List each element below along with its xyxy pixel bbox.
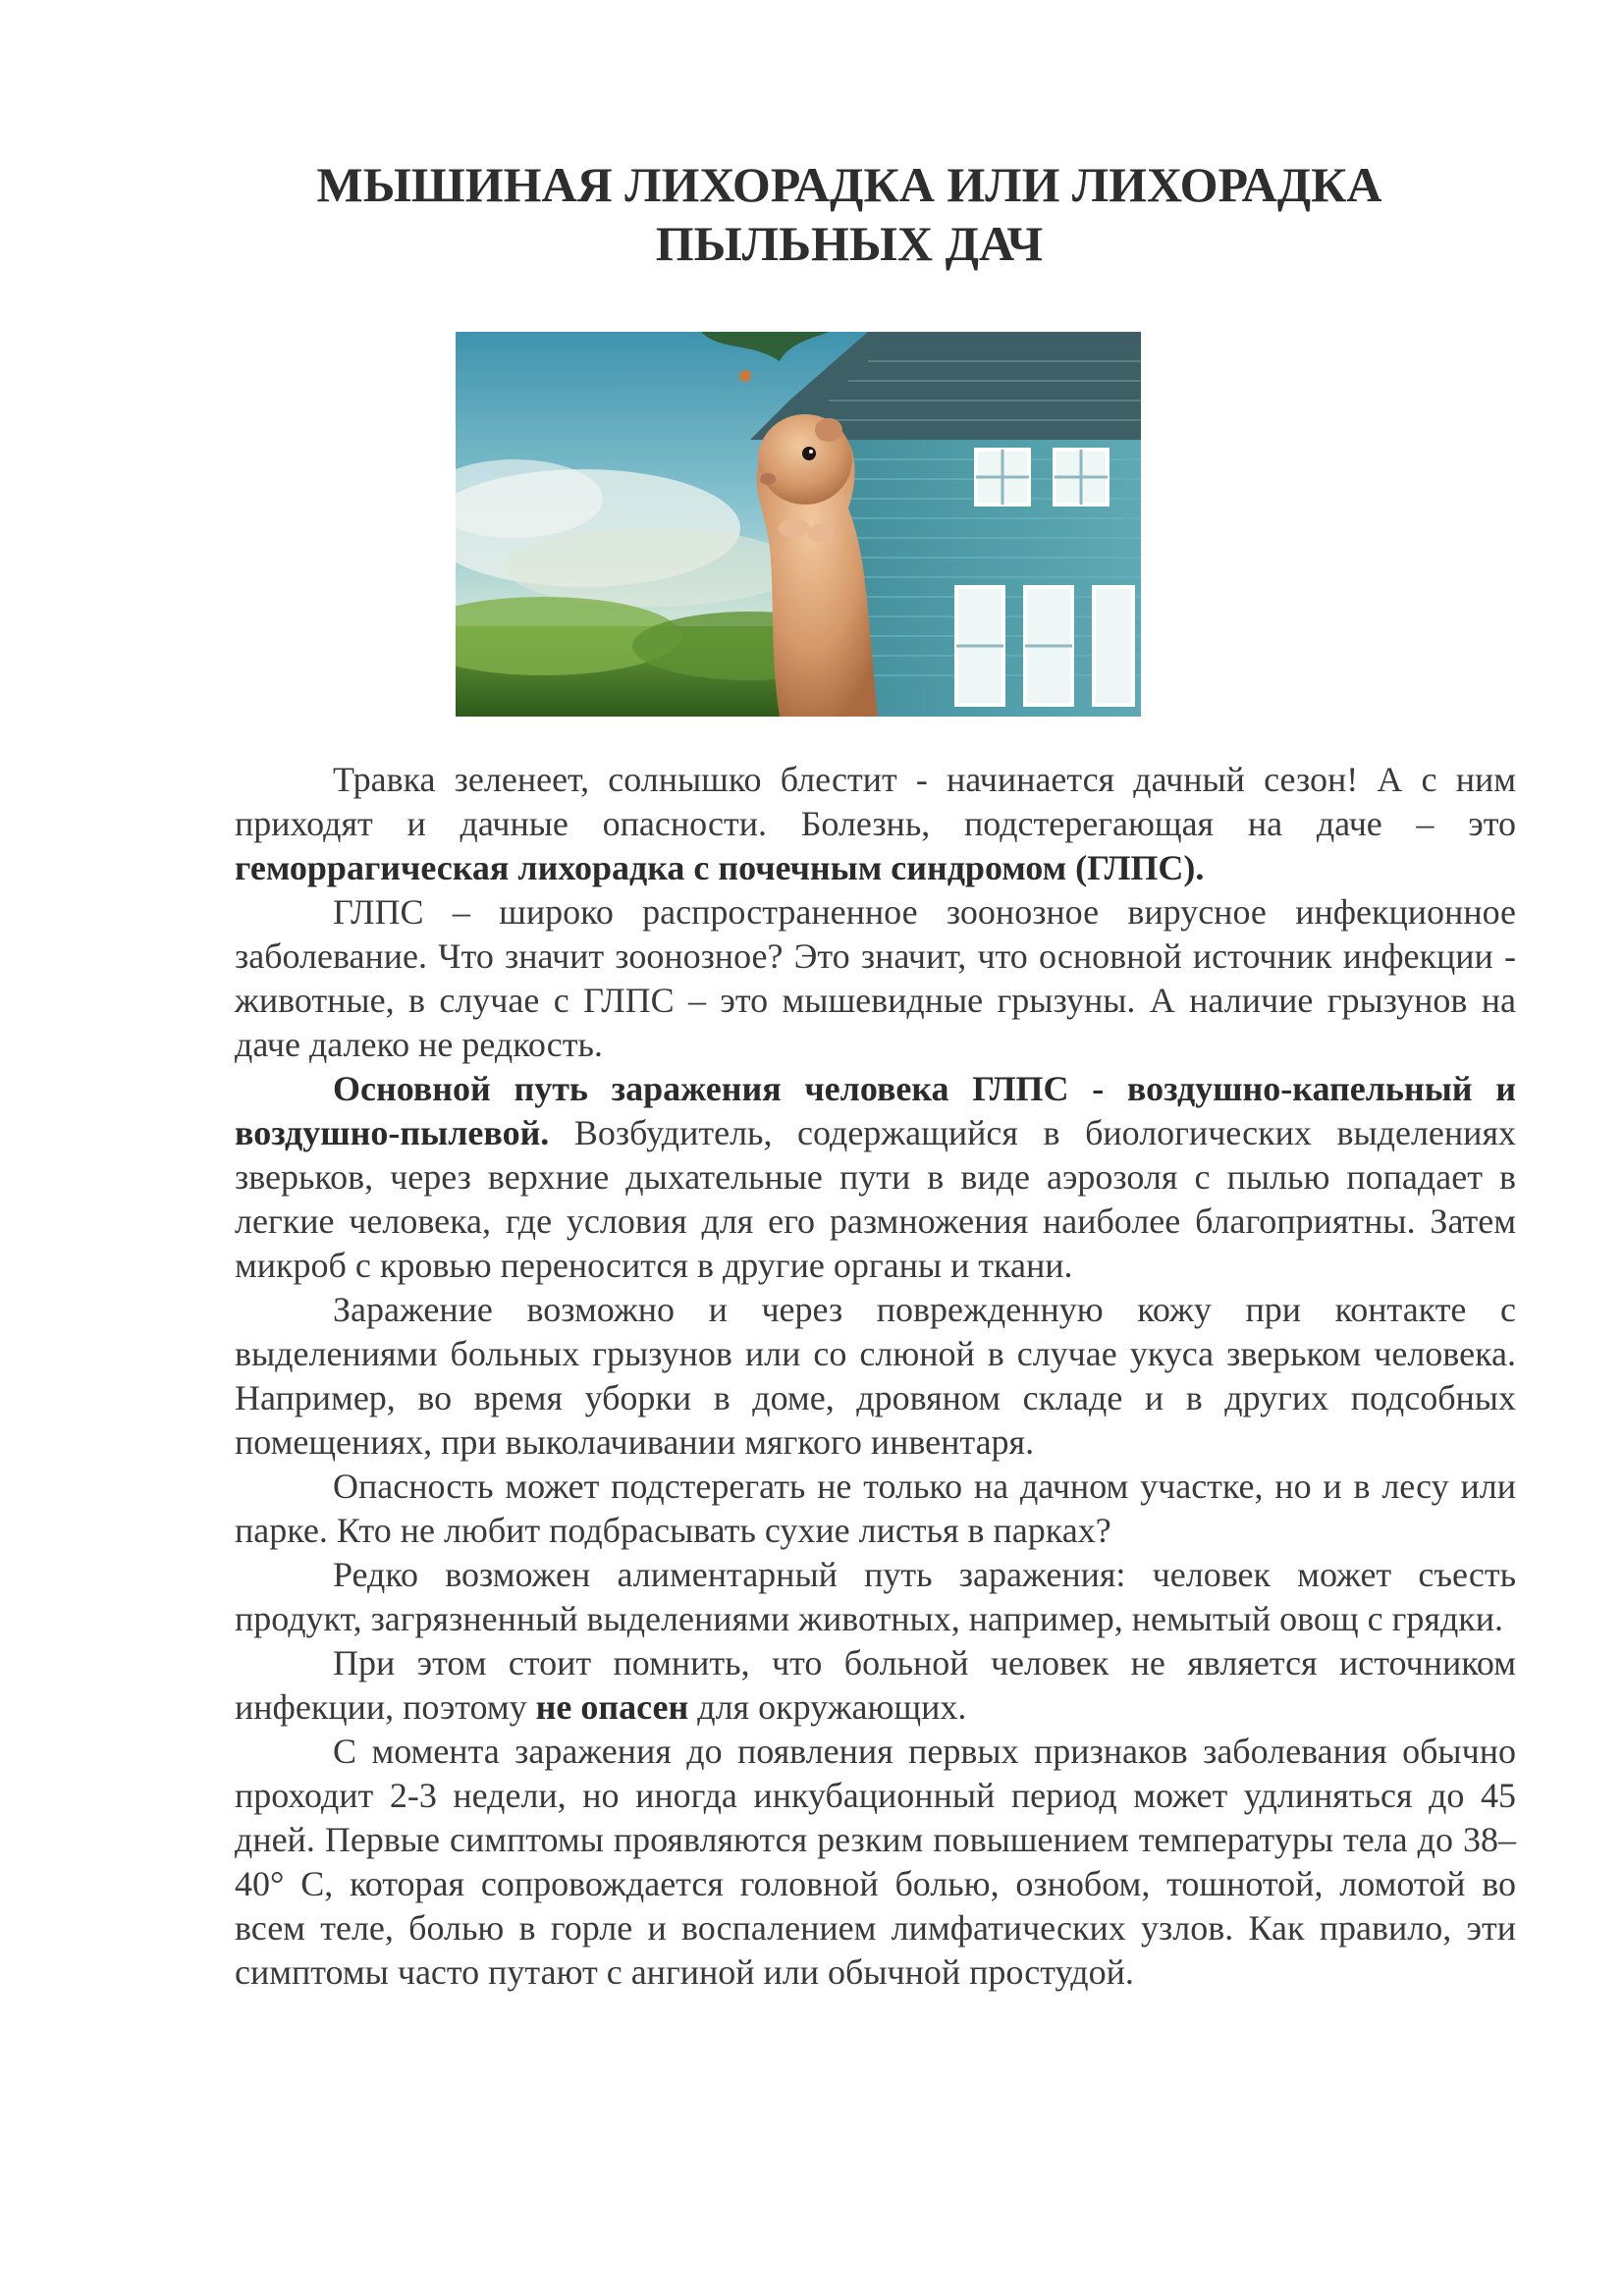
hamster-house-photo bbox=[456, 332, 1141, 717]
title-line-1: МЫШИНАЯ ЛИХОРАДКА ИЛИ ЛИХОРАДКА bbox=[316, 157, 1382, 212]
article-body bbox=[235, 758, 1516, 1995]
bold-disease-name: геморрагическая лихорадка с почечным синдромом (ГЛПС). bbox=[235, 848, 1205, 887]
paragraph-5: Опасность может подстерегать не только на дачном участке, но и в лесу или парке. Кто не любит подбрасывать сухие листья в парках? bbox=[235, 1467, 1516, 1550]
paragraph-7: При этом стоит помнить, что больной человек не является источником инфекции, поэтому не опасен для окружающих. bbox=[235, 1643, 1516, 1727]
paragraph-4: Заражение возможно и через поврежденную кожу при контакте с выделениями больных грызунов или со слюной в случае укуса зверьком человека. Например, во время уборки в доме, дровяном складе и в других подсобных помещениях, при выколачивании мягкого инвентаря. bbox=[235, 1290, 1516, 1462]
bold-not-dangerous: не опасен bbox=[535, 1687, 689, 1727]
title-line-2: ПЫЛЬНЫХ ДАЧ bbox=[655, 216, 1044, 271]
paragraph-2: ГЛПС – широко распространенное зоонозное вирусное инфекционное заболевание. Что значит зоонозное? Это значит, что основной источник инфекции - животные, в случае с ГЛПС – это мышевидные грызуны. А наличие грызунов на даче далеко не редкость. bbox=[235, 892, 1516, 1064]
paragraph-3: Основной путь заражения человека ГЛПС - воздушно-капельный и воздушно-пылевой. Возбудитель, содержащийся в биологических выделениях зверьков, через верхние дыхательные пути в виде аэрозоля с пылью попадает в легкие человека, где условия для его размножения наиболее благоприятны. Затем микроб с кровью переносится в другие органы и ткани. bbox=[235, 1069, 1516, 1285]
page-title bbox=[295, 155, 1404, 273]
paragraph-6: Редко возможен алиментарный путь заражения: человек может съесть продукт, загрязненный выделениями животных, например, немытый овощ с грядки. bbox=[235, 1555, 1516, 1638]
paragraph-1: Травка зеленеет, солнышко блестит - начинается дачный сезон! А с ним приходят и дачные опасности. Болезнь, подстерегающая на даче – это геморрагическая лихорадка с почечным синдромом (ГЛПС). bbox=[235, 760, 1516, 887]
bold-infection-route: Основной путь заражения человека ГЛПС - воздушно-капельный и воздушно-пылевой. bbox=[235, 1069, 1516, 1152]
paragraph-8: С момента заражения до появления первых признаков заболевания обычно проходит 2-3 недели, но иногда инкубационный период может удлиняться до 45 дней. Первые симптомы проявляются резким повышением температуры тела до 38–40° С, которая сопровождается головной болью, ознобом, тошнотой, ломотой во всем теле, болью в горле и воспалением лимфатических узлов. Как правило, эти симптомы часто путают с ангиной или обычной простудой. bbox=[235, 1732, 1516, 1992]
